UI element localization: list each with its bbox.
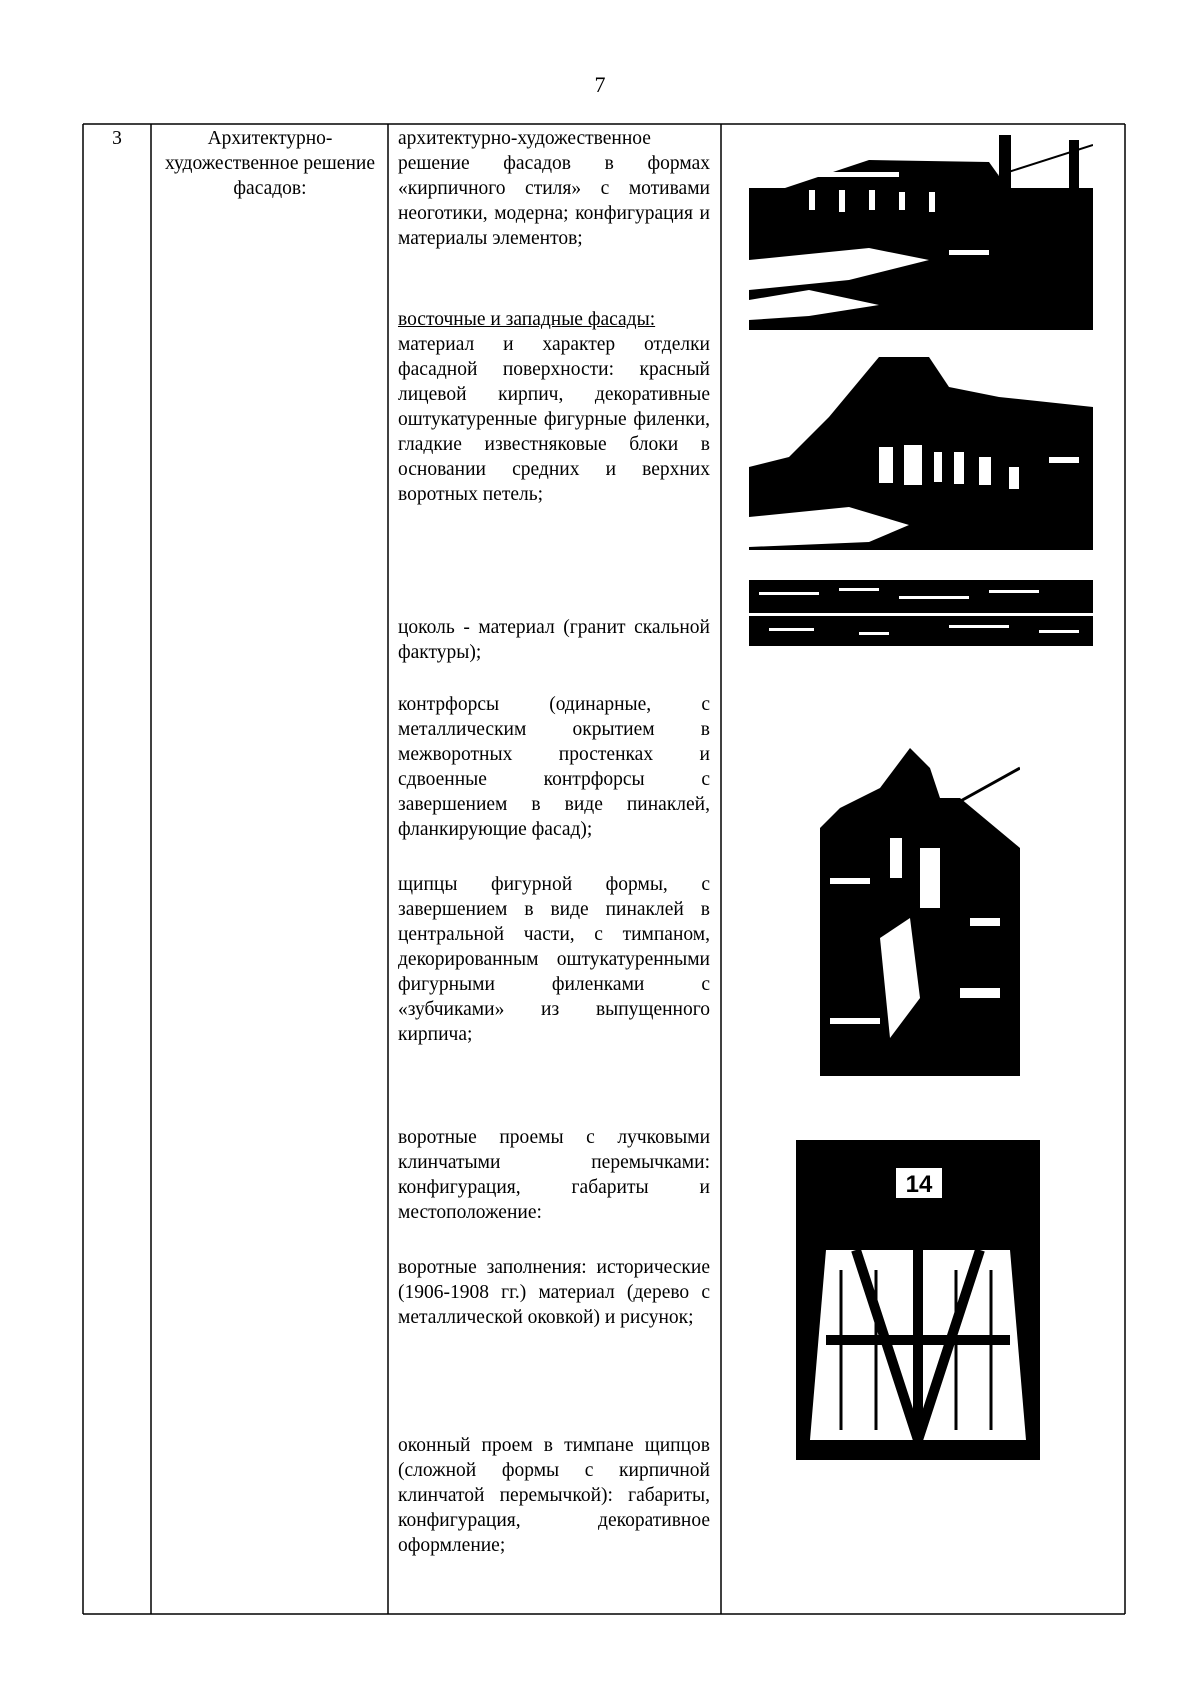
photo-buttress xyxy=(820,738,1020,1076)
block-buttresses xyxy=(398,692,710,842)
block-gate-fillings xyxy=(398,1255,710,1330)
block-text: воротные проемы с лучковыми клинчатыми перемычками: конфигурация, габариты и местоположение: xyxy=(398,1127,710,1223)
block-text: материал и характер отделки фасадной поверхности: красный лицевой кирпич, декоративные оштукатуренные фигурные филенки, гладкие известняковые блоки в основании средних и верхних воротных петель; xyxy=(398,334,710,505)
row-index: 3 xyxy=(112,128,122,149)
photo-building-view xyxy=(749,357,1093,550)
block-plinth xyxy=(398,615,710,665)
gate-number: 14 xyxy=(905,1171,933,1198)
block-gate-openings xyxy=(398,1125,710,1225)
block-window xyxy=(398,1433,710,1558)
block-gables xyxy=(398,872,710,1047)
block-facades xyxy=(398,307,710,507)
block-text: щипцы фигурной формы, с завершением в виде пинаклей в центральной части, с тимпаном, декорированным оштукатуренными фигурными филенками с «зубчиками» из выпущенного кирпича; xyxy=(398,874,710,1045)
photo-plinth xyxy=(749,580,1093,646)
photo-building-exterior xyxy=(749,130,1093,330)
photo-gate xyxy=(796,1140,1040,1460)
block-general xyxy=(398,126,710,251)
block-text: цоколь - материал (гранит скальной фактуры); xyxy=(398,617,710,663)
block-heading: восточные и западные фасады: xyxy=(398,309,656,330)
block-text: контрфорсы (одинарные, с металлическим окрытием в межворотных простенках и сдвоенные контрфорсы с завершением в виде пинаклей, фланкирующие фасад); xyxy=(398,694,710,840)
row-name: Архитектурно-художественное решение фасадов: xyxy=(165,128,375,199)
block-text: архитектурно-художественное решение фасадов в формах «кирпичного стиля» с мотивами неоготики, модерна; конфигурация и материалы элементов; xyxy=(398,128,710,249)
page-number: 7 xyxy=(594,72,606,97)
block-text: оконный проем в тимпане щипцов (сложной формы с кирпичной клинчатой перемычкой): габариты, конфигурация, декоративное оформление; xyxy=(398,1435,710,1556)
block-text: воротные заполнения: исторические (1906-1908 гг.) материал (дерево с металлической оковкой) и рисунок; xyxy=(398,1257,710,1328)
